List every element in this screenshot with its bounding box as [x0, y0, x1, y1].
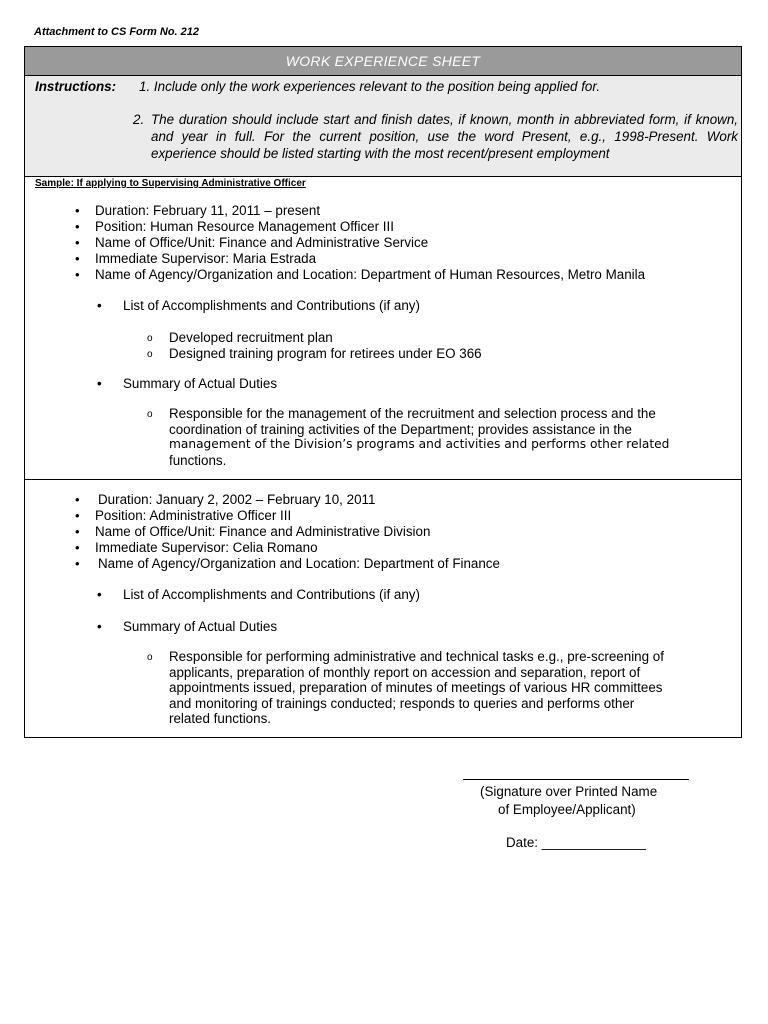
entry-1-duties-label: • Summary of Actual Duties: [97, 376, 277, 391]
entry-1-position: • Position: Human Resource Management Officer III: [75, 219, 645, 235]
signature-caption-line-1: (Signature over Printed Name: [480, 784, 658, 799]
entry-1-duty-line-2: coordination of training activities of the Department; provides assistance in the: [169, 421, 632, 437]
entry-1-duty-line-3: management of the Division’s programs and activities and performs other related: [169, 437, 670, 451]
instructions-label: Instructions:: [35, 79, 117, 94]
instruction-2: [133, 111, 738, 162]
entry-2-duty-line-3: appointments issued, preparation of minutes of meetings of various HR committees: [169, 680, 663, 695]
entry-2-duties-list: [147, 649, 664, 727]
entry-2-duties-label: • Summary of Actual Duties: [97, 619, 277, 634]
instruction-1: [139, 79, 600, 94]
instruction-2-number: 2.: [133, 112, 145, 127]
entry-2-duty-line-1: o Responsible for performing administrative and technical tasks e.g., pre-screening of: [169, 649, 664, 664]
entry-2-duty-line-4: and monitoring of trainings conducted; responds to queries and performs other: [169, 695, 635, 711]
sheet-title: WORK EXPERIENCE SHEET: [25, 47, 741, 76]
entry-1-supervisor: • Immediate Supervisor: Maria Estrada: [75, 251, 645, 267]
entry-1-accomplishment: o Designed training program for retirees under EO 366: [147, 346, 482, 362]
sample-entry-2: [25, 480, 741, 738]
entry-1-accomplishments-label: • List of Accomplishments and Contributions (if any): [97, 298, 420, 313]
entry-2-agency: • Name of Agency/Organization and Location: Department of Finance: [75, 556, 500, 572]
entry-2-supervisor: • Immediate Supervisor: Celia Romano: [75, 540, 500, 556]
instructions-box: [25, 76, 741, 177]
entry-1-duty: [147, 406, 669, 468]
entry-1-details: [75, 203, 645, 283]
entry-1-agency: • Name of Agency/Organization and Location: Department of Human Resources, Metro Manila: [75, 267, 645, 283]
entry-1-duty-line-1: o Responsible for the management of the recruitment and selection process and the: [169, 406, 656, 421]
entry-2-position: • Position: Administrative Officer III: [75, 508, 500, 524]
entry-2-accomplishments-label: • List of Accomplishments and Contributions (if any): [97, 587, 420, 602]
sample-label: Sample: If applying to Supervising Administrative Officer: [35, 178, 306, 189]
instruction-1-number: 1.: [139, 79, 151, 94]
entry-1-accomplishment: o Developed recruitment plan: [147, 330, 482, 346]
entry-1-accomplishments-list: [147, 330, 482, 361]
signature-caption-line-2: of Employee/Applicant): [498, 802, 636, 817]
attachment-label: Attachment to CS Form No. 212: [34, 26, 200, 38]
instruction-2-text: The duration should include start and finish dates, if known, month in abbreviated form, if known, and year in full. For the current position, use the word Present, e.g., 1998-Present. Work experience should be listed starting with the most recent/present employment: [151, 112, 738, 161]
entry-2-duty: [147, 649, 664, 727]
instruction-1-text: Include only the work experiences relevant to the position being applied for.: [153, 79, 601, 94]
entry-2-duty-line-5: related functions.: [169, 711, 271, 726]
signature-line: [463, 779, 689, 780]
entry-2-office: • Name of Office/Unit: Finance and Administrative Division: [75, 524, 500, 540]
work-experience-sheet: [24, 46, 742, 738]
signature-caption: [480, 783, 657, 819]
entry-2-details: [75, 492, 500, 572]
entry-1-duration: • Duration: February 11, 2011 – present: [75, 203, 645, 219]
entry-1-duties-list: [147, 406, 669, 468]
date-field: Date: ______________: [506, 835, 646, 850]
entry-2-duration: • Duration: January 2, 2002 – February 10, 2011: [75, 492, 500, 508]
sample-entry-1: [25, 177, 741, 480]
entry-2-duty-line-2: applicants, preparation of monthly report on accession and separation, report of: [169, 664, 641, 680]
entry-1-office: • Name of Office/Unit: Finance and Administrative Service: [75, 235, 645, 251]
entry-1-duty-line-4: functions.: [169, 452, 227, 468]
